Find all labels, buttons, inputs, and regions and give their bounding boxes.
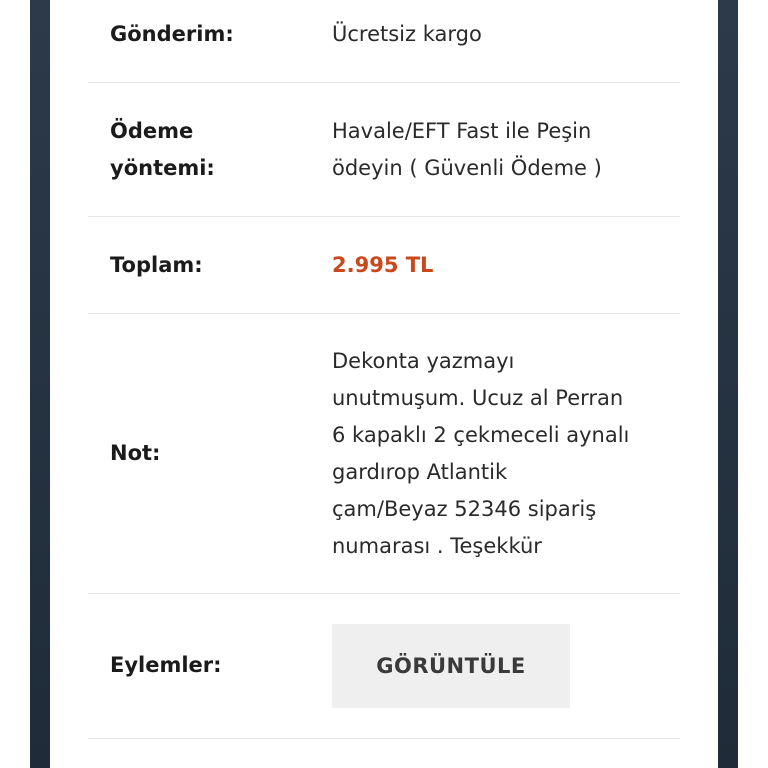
- payment-label: [110, 113, 310, 187]
- shipping-label: Gönderim:: [110, 22, 234, 46]
- order-details-panel: [50, 0, 718, 768]
- view-button[interactable]: GÖRÜNTÜLE: [332, 624, 570, 708]
- note-line: gardırop Atlantik: [332, 460, 508, 484]
- note-line: çam/Beyaz 52346 sipariş: [332, 497, 597, 521]
- payment-label-line2: yöntemi:: [110, 156, 215, 180]
- payment-label-line1: Ödeme: [110, 119, 194, 143]
- note-line: unutmuşum. Ucuz al Perran: [332, 386, 624, 410]
- note-line: numarası . Teşekkür: [332, 534, 542, 558]
- payment-value: [332, 113, 662, 187]
- total-label: Toplam:: [110, 253, 203, 277]
- payment-value-line1: Havale/EFT Fast ile Peşin: [332, 119, 592, 143]
- note-row: [88, 314, 680, 594]
- total-row: [88, 217, 680, 314]
- shipping-value: Ücretsiz kargo: [332, 22, 482, 46]
- note-label: Not:: [110, 441, 161, 465]
- total-value: 2.995 TL: [332, 253, 434, 277]
- note-line: Dekonta yazmayı: [332, 349, 515, 373]
- actions-label: Eylemler:: [110, 653, 222, 677]
- right-border: [718, 0, 738, 768]
- left-border: [30, 0, 50, 768]
- note-value: [332, 343, 662, 565]
- payment-row: [88, 83, 680, 217]
- actions-row: [88, 594, 680, 739]
- shipping-row: [88, 0, 680, 83]
- note-line: 6 kapaklı 2 çekmeceli aynalı: [332, 423, 630, 447]
- payment-value-line2: ödeyin ( Güvenli Ödeme ): [332, 156, 602, 180]
